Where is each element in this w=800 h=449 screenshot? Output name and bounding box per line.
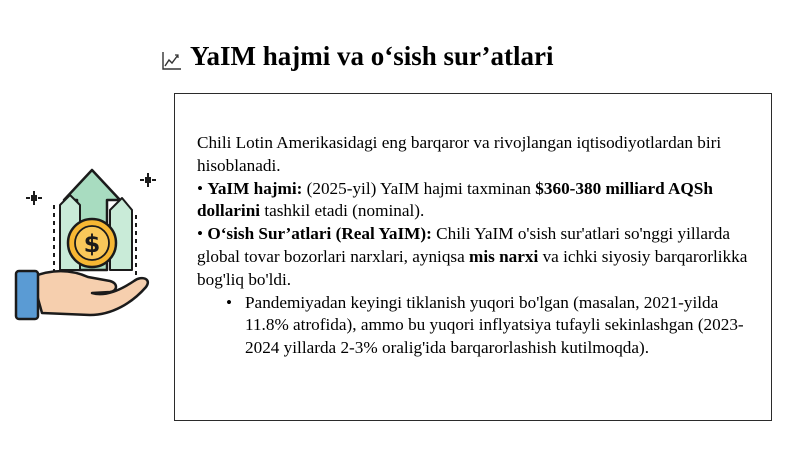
bullet-text: va ichki siyosiy barqarorlikka bog'liq bo'ldi. xyxy=(197,246,748,289)
intro-paragraph: Chili Lotin Amerikasidagi eng barqaror va rivojlangan iqtisodiyotlardan biri hisoblanadi. xyxy=(197,133,722,175)
content-text xyxy=(197,132,757,360)
sub-bullet-text: Pandemiyadan keyingi tiklanish yuqori bo'lgan (masalan, 2021-yilda 11.8% atrofida), ammo bu yuqori inflyatsiya tufayli sekinlashgan (2023-2024 yillarda 2-3% oralig'ida barqarorlashish kutilmoqda). xyxy=(245,292,744,358)
bullet-value: $360-380 milliard AQSh dollarini xyxy=(197,178,713,221)
sub-bullet-list xyxy=(197,292,757,360)
slide-title xyxy=(160,36,554,76)
sub-bullet-item xyxy=(226,292,757,360)
bullet-label: O‘sish Sur’atlari (Real YaIM): xyxy=(207,224,432,244)
bullet-text: Chili YaIM o'sish sur'atlari so'nggi yillarda global tovar bozorlari narxlari, ayniqsa xyxy=(197,224,730,266)
bullet-marker: • xyxy=(197,178,204,198)
sub-bullet-marker: • xyxy=(226,292,233,312)
hand-holding-dollar-growth-icon xyxy=(12,165,162,325)
bullet-gdp-volume xyxy=(197,178,757,224)
svg-text:$: $ xyxy=(83,230,101,258)
chart-increasing-icon xyxy=(160,48,182,70)
content-box xyxy=(174,93,772,421)
slide-title-text: YaIM hajmi va o‘sish sur’atlari xyxy=(190,40,554,71)
bullet-growth-rates xyxy=(197,223,757,291)
bullet-label: YaIM hajmi: xyxy=(207,178,303,198)
bullet-text: (2025-yil) YaIM hajmi taxminan xyxy=(302,178,536,198)
bullet-text: tashkil etadi (nominal). xyxy=(260,201,425,221)
bullet-marker: • xyxy=(197,224,204,244)
bullet-value: mis narxi xyxy=(469,246,539,266)
